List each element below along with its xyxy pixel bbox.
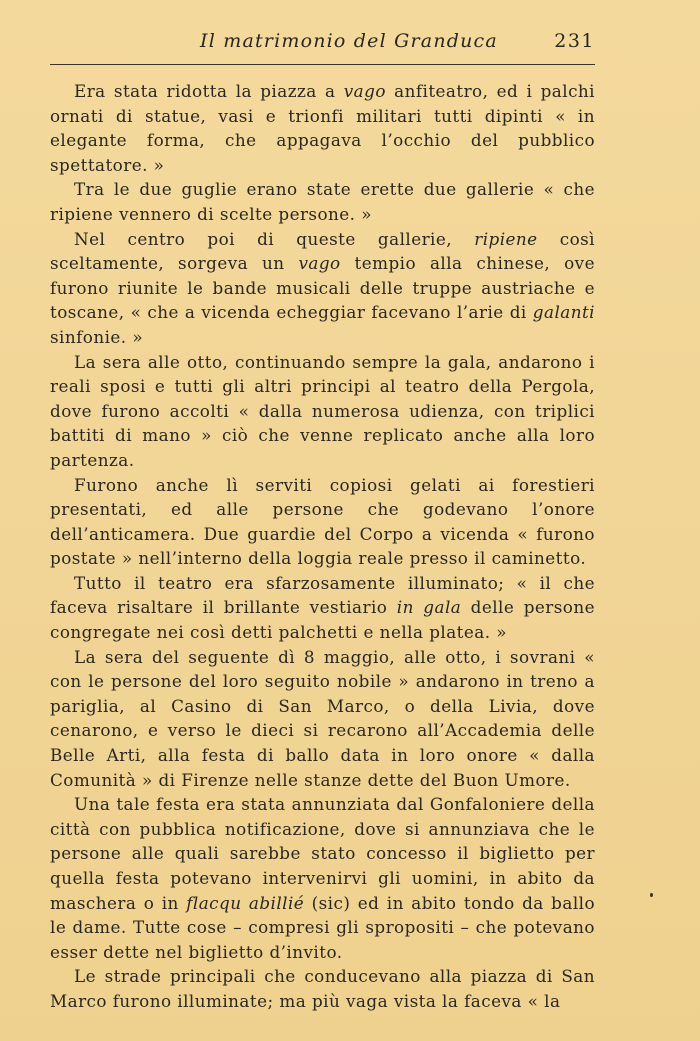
header-rule [50,64,595,65]
text-run: La sera alle otto, continuando sempre la gala, andarono i reali sposi e tutti gli altri principi al teatro della Pergola, dove furono accolti « dalla numerosa udienza, con triplici battiti di mano » ciò che venne replicato anche alla loro partenza. [50,351,595,470]
italic-text: flacqu abillié [186,892,305,913]
text-run: Era stata ridotta la piazza a [74,81,344,101]
text-run: tempio alla chinese, ove furono riunite le bande musicali delle truppe austriache e toscane, « che a vicenda echeggiar facevano l’arie di [50,253,595,323]
italic-text: ripiene [474,228,538,249]
paragraph [50,79,595,177]
page-number: 231 [554,30,595,52]
body-text [50,79,595,1014]
text-run: Nel centro poi di queste gallerie, [74,228,475,249]
paragraph [50,964,595,1013]
text-run: La sera del seguente dì 8 maggio, alle otto, i sovrani « con le persone del loro seguito nobile » andarono in treno a pariglia, al Casino di San Marco, o della Livia, dove cenarono, e verso le dieci si recarono all’Accademia delle Belle Arti, alla festa di ballo data in loro onore « dalla Comunità » di Firenze nelle stanze dette del Buon Umore. [50,646,595,790]
text-run: Tutto il teatro era sfarzosamente illuminato; « il che faceva risaltare il brillante vestiario [50,572,595,618]
text-run: Tra le due guglie erano state erette due gallerie « che ripiene vennero di scelte persone. » [50,179,595,224]
paragraph [50,227,595,350]
text-run: anfiteatro, ed i palchi ornati di statue, vasi e trionfi militari tutti dipinti « in elegante forma, che appagava l’occhio del pubblico spettatore. » [50,81,595,175]
text-run: così sceltamente, sorgeva un [50,228,595,274]
text-run: delle persone congregate nei così detti palchetti e nella platea. » [50,597,595,643]
text-run: Furono anche lì serviti copiosi gelati ai forestieri presentati, ed alle persone che godevano l’onore dell’anticamera. Due guardie del Corpo a vicenda « furono postate » nell’interno della loggia reale presso il caminetto. [50,474,595,569]
paragraph [50,473,595,571]
paragraph [50,177,595,226]
text-run: sinfonie. » [50,326,144,347]
italic-text: galanti [532,302,595,323]
running-head [50,30,595,60]
text-run: (sic) ed in abito tondo da ballo le dame. Tutte cose – compresi gli spropositi – che potevano esser dette nel biglietto d’invito. [50,892,596,962]
italic-text: vago [298,253,341,274]
paragraph [50,792,595,964]
ink-speck [650,893,653,897]
text-run: Una tale festa era stata annunziata dal Gonfaloniere della città con pubblica notificazione, dove si annunziava che le persone alle quali sarebbe stato concesso il biglietto per quella festa potevano intervenirvi gli uomini, in abito da maschera o in [50,794,595,913]
paragraph [50,571,595,645]
italic-text: in gala [396,597,462,618]
italic-text: vago [343,81,386,101]
running-title: Il matrimonio del Granduca [200,30,498,52]
paragraph [50,350,595,473]
paragraph [50,645,595,793]
text-run: Le strade principali che conducevano alla piazza di San Marco furono illuminate; ma più vaga vista la faceva « la [50,966,595,1011]
